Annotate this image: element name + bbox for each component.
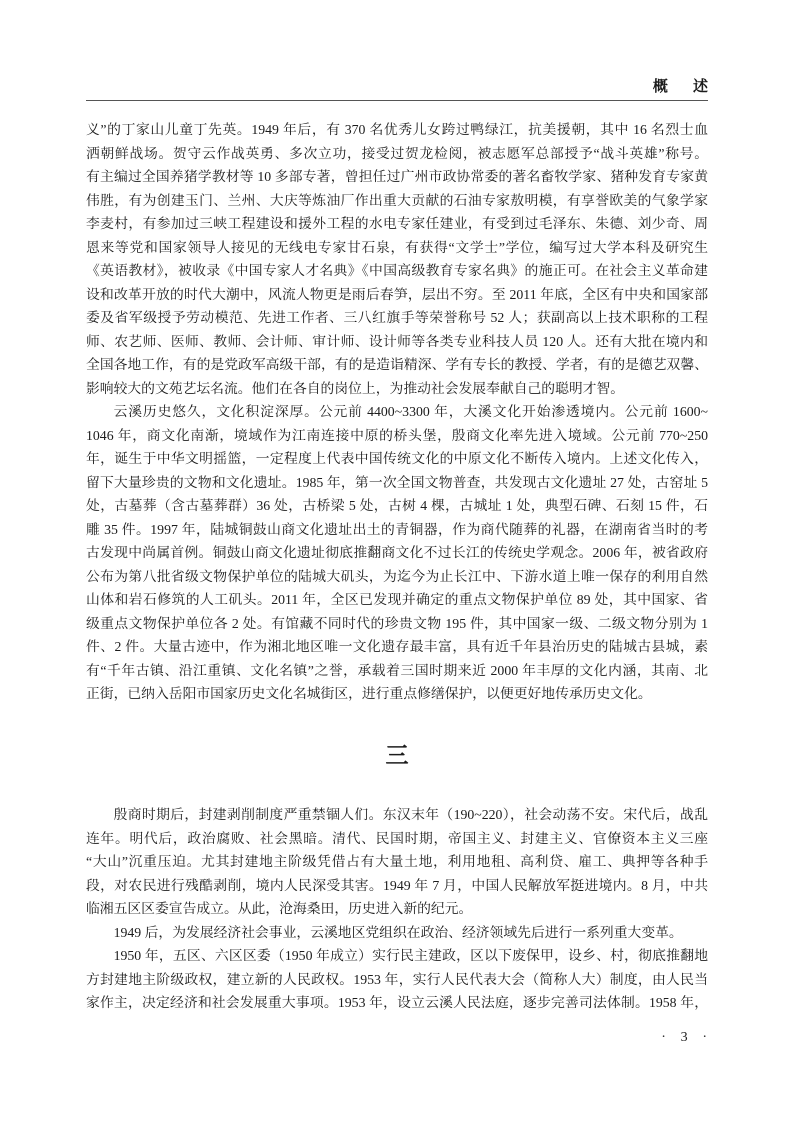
text-line: 有主编过全国养猪学教材等 10 多部专著，曾担任过广州市政协常委的著名畜牧学家、猪种发育专家黄 xyxy=(86,169,708,184)
text-line: 恩来等党和国家领导人接见的无线电专家甘石泉，有获得“文学士”学位，编写过大学本科及研究生 xyxy=(86,239,708,255)
text-line: 1950 年，五区、六区区委（1950 年成立）实行民主建政，区以下废保甲，设乡、村，彻底推翻地 xyxy=(113,948,708,963)
paragraph xyxy=(86,400,708,706)
running-header-title: 概 述 xyxy=(652,78,719,95)
text-line: 殷商时期后，封建剥削制度严重禁锢人们。东汉末年（190~220），社会动荡不安。宋代后，战乱 xyxy=(113,807,708,822)
text-line: 云溪历史悠久，文化积淀深厚。公元前 4400~3300 年，大溪文化开始渗透境内。公元前 1600~ xyxy=(113,404,708,419)
text-line: 师、农艺师、医师、教师、会计师、审计师、设计师等各类专业科技人员 120 人。还有大批在境内和 xyxy=(86,333,708,349)
paragraph xyxy=(86,944,708,1015)
text-line: 洒朝鲜战场。贺守云作战英勇、多次立功，接受过贺龙检阅，被志愿军总部授予“战斗英雄”称号。 xyxy=(86,145,708,161)
text-line: 委及省军级授予劳动模范、先进工作者、三八红旗手等荣誉称号 52 人；获副高以上技术职称的工程 xyxy=(86,310,708,325)
body-text-after-heading xyxy=(86,803,708,1015)
text-line: 留下大量珍贵的文物和文化遗址。1985 年，第一次全国文物普查，共发现古文化遗址 27 处，古窑址 5 xyxy=(86,474,708,490)
text-line: 家作主，决定经济和社会发展重大事项。1953 年，设立云溪人民法庭，逐步完善司法体制。1958 年， xyxy=(86,995,708,1010)
text-line: 件、2 件。大量古迹中，作为湘北地区唯一文化遗存最丰富，具有近千年县治历史的陆城古县城，素 xyxy=(86,639,708,654)
text-line: 有“千年古镇、沿江重镇、文化名镇”之誉，承载着三国时期来近 2000 年丰厚的文化内涵，其南、北 xyxy=(86,662,708,678)
page-body xyxy=(86,118,708,1015)
text-line: 临湘五区区委宣告成立。从此，沧海桑田，历史进入新的纪元。 xyxy=(86,901,473,916)
text-line: 方封建地主阶级政权，建立新的人民政权。1953 年，实行人民代表大会（简称人大）制度，由人民当 xyxy=(86,971,708,987)
text-line: 正街，已纳入岳阳市国家历史文化名城街区，进行重点修缮保护，以便更好地传承历史文化。 xyxy=(86,686,652,701)
text-line: 年，诞生于中华文明摇篮，一定程度上代表中国传统文化的中原文化不断传入境内。上述文化传入， xyxy=(86,451,708,466)
body-text-before-heading xyxy=(86,118,708,706)
text-line: 全国各地工作，有的是党政军高级干部，有的是造诣精深、学有专长的教授、学者，有的是德艺双馨、 xyxy=(86,357,708,372)
text-line: 雕 35 件。1997 年，陆城铜鼓山商文化遗址出土的青铜器，作为商代随葬的礼器，在湖南省当时的考 xyxy=(86,521,708,537)
text-line: 1046 年，商文化南渐，境域作为江南连接中原的桥头堡，殷商文化率先进入境域。公元前 770~250 xyxy=(86,427,708,443)
text-line: 1949 后，为发展经济社会事业，云溪地区党组织在政治、经济领域先后进行一系列重大变革。 xyxy=(113,924,683,940)
text-line: 影响较大的文苑艺坛名流。他们在各自的岗位上，为推动社会发展奉献自己的聪明才智。 xyxy=(86,380,625,396)
page-number: · 3 · xyxy=(661,1030,713,1045)
header-rule xyxy=(86,100,708,101)
paragraph xyxy=(86,118,708,400)
text-line: 段，对农民进行残酷剥削，境内人民深受其害。1949 年 7 月，中国人民解放军挺进境内。8 月，中共 xyxy=(86,877,708,893)
section-heading xyxy=(86,706,708,804)
text-line: 伟胜，有为创建玉门、兰州、大庆等炼油厂作出重大贡献的石油专家敖明模，有享誉欧美的气象学家 xyxy=(86,192,708,208)
text-line: 山体和岩石修筑的人工矶头。2011 年，全区已发现并确定的重点文物保护单位 89 处，其中国家、省 xyxy=(86,592,708,607)
text-line: 《英语教材》，被收录《中国专家人才名典》《中国高级教育专家名典》的施正可。在社会主义革命建 xyxy=(86,263,708,278)
paragraph xyxy=(86,803,708,921)
paragraph xyxy=(86,921,708,945)
text-line: 级重点文物保护单位各 2 处。有馆藏不同时代的珍贵文物 195 件，其中国家一级、二级文物分别为 1 xyxy=(86,615,708,631)
text-line: 李麦村，有参加过三峡工程建设和援外工程的水电专家任建业，有受到过毛泽东、朱德、刘少奇、周 xyxy=(86,216,708,231)
text-line: 连年。明代后，政治腐败、社会黑暗。清代、民国时期，帝国主义、封建主义、官僚资本主义三座 xyxy=(86,830,708,846)
text-line: 处，古墓葬（含古墓葬群）36 处，古桥梁 5 处，古树 4 棵，古城址 1 处，典型石碑、石刻 15 件，石 xyxy=(86,498,708,513)
text-line: “大山”沉重压迫。尤其封建地主阶级凭借占有大量土地，利用地租、高利贷、雇工、典押等各种手 xyxy=(86,854,708,869)
text-line: 古发现中尚属首例。铜鼓山商文化遗址彻底推翻商文化不过长江的传统史学观念。2006 年，被省政府 xyxy=(86,545,708,560)
section-heading-text: 三 xyxy=(385,741,409,768)
text-line: 义”的丁家山儿童丁先英。1949 年后，有 370 名优秀儿女跨过鸭绿江，抗美援朝，其中 16 名烈士血 xyxy=(86,122,708,137)
text-line: 设和改革开放的时代大潮中，风流人物更是雨后春笋，层出不穷。至 2011 年底，全区有中央和国家部 xyxy=(86,286,708,302)
text-line: 公布为第八批省级文物保护单位的陆城大矶头，为迄今为止长江中、下游水道上唯一保存的利用自然 xyxy=(86,568,708,584)
